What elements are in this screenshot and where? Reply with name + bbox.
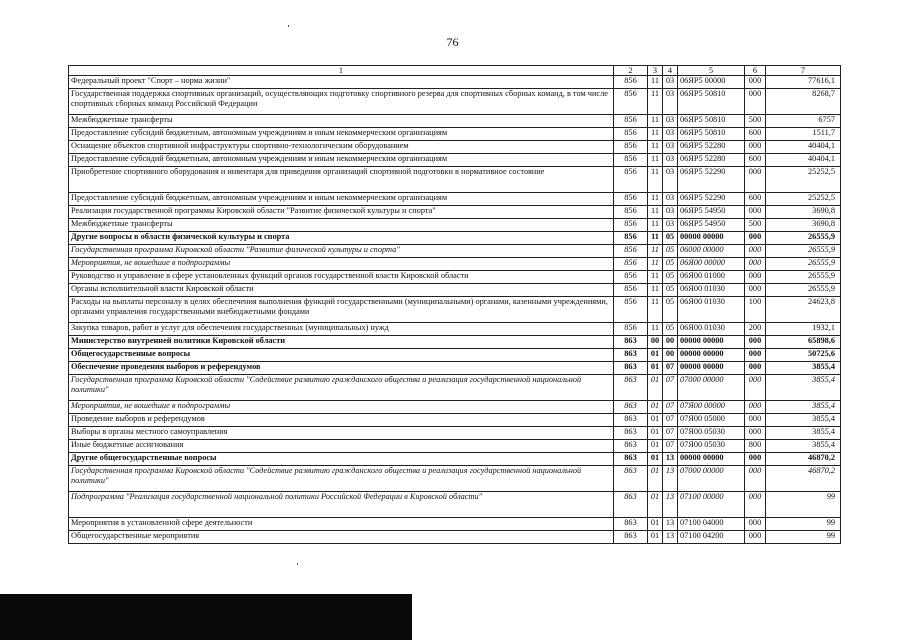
cell-ministry-code: 863 xyxy=(614,466,648,492)
cell-amount: 1932,1 xyxy=(766,323,841,336)
cell-amount: 26555,9 xyxy=(766,245,841,258)
cell-subsection-code: 07 xyxy=(663,414,678,427)
cell-section-code: 01 xyxy=(648,401,663,414)
cell-expense-type: 000 xyxy=(745,531,766,544)
cell-section-code: 11 xyxy=(648,219,663,232)
table-row xyxy=(69,232,841,245)
cell-section-code: 01 xyxy=(648,492,663,518)
cell-expense-type: 000 xyxy=(745,336,766,349)
table-row xyxy=(69,323,841,336)
table-row xyxy=(69,76,841,89)
table-row xyxy=(69,531,841,544)
column-header: 5 xyxy=(678,66,745,76)
cell-name: Выборы в органы местного самоуправления xyxy=(69,427,614,440)
cell-name: Государственная программа Кировской области "Содействие развитию гражданского общества и реализация государственной национальной политики" xyxy=(69,375,614,401)
cell-target-code: 07Я00 00000 xyxy=(678,401,745,414)
cell-expense-type: 600 xyxy=(745,128,766,141)
cell-subsection-code: 13 xyxy=(663,492,678,518)
cell-section-code: 11 xyxy=(648,232,663,245)
cell-section-code: 01 xyxy=(648,453,663,466)
cell-subsection-code: 03 xyxy=(663,206,678,219)
cell-amount: 3690,8 xyxy=(766,219,841,232)
cell-subsection-code: 07 xyxy=(663,362,678,375)
page-number: 76 xyxy=(446,35,459,49)
table-row xyxy=(69,193,841,206)
cell-target-code: 00000 00000 xyxy=(678,362,745,375)
table-row xyxy=(69,245,841,258)
table-row xyxy=(69,492,841,518)
cell-section-code: 11 xyxy=(648,115,663,128)
cell-target-code: 06Я00 01030 xyxy=(678,284,745,297)
table-row xyxy=(69,401,841,414)
cell-subsection-code: 03 xyxy=(663,115,678,128)
cell-name: Обеспечение проведения выборов и референдумов xyxy=(69,362,614,375)
cell-section-code: 01 xyxy=(648,362,663,375)
cell-amount: 24623,8 xyxy=(766,297,841,323)
cell-amount: 40404,1 xyxy=(766,154,841,167)
cell-amount: 77616,1 xyxy=(766,76,841,89)
cell-ministry-code: 863 xyxy=(614,518,648,531)
cell-subsection-code: 03 xyxy=(663,193,678,206)
cell-subsection-code: 05 xyxy=(663,297,678,323)
cell-subsection-code: 13 xyxy=(663,466,678,492)
table-row xyxy=(69,349,841,362)
cell-target-code: 06ЯР5 50810 xyxy=(678,128,745,141)
cell-section-code: 11 xyxy=(648,193,663,206)
cell-expense-type: 000 xyxy=(745,466,766,492)
cell-ministry-code: 856 xyxy=(614,245,648,258)
cell-name: Государственная программа Кировской области "Содействие развитию гражданского общества и реализация государственной национальной политики" xyxy=(69,466,614,492)
cell-expense-type: 000 xyxy=(745,518,766,531)
cell-target-code: 00000 00000 xyxy=(678,349,745,362)
cell-amount: 3855,4 xyxy=(766,414,841,427)
cell-amount: 1511,7 xyxy=(766,128,841,141)
table-row xyxy=(69,154,841,167)
cell-expense-type: 000 xyxy=(745,362,766,375)
cell-amount: 40404,1 xyxy=(766,141,841,154)
column-header: 7 xyxy=(766,66,841,76)
cell-amount: 26555,9 xyxy=(766,232,841,245)
table-row xyxy=(69,440,841,453)
cell-section-code: 11 xyxy=(648,206,663,219)
cell-subsection-code: 03 xyxy=(663,154,678,167)
cell-amount: 26555,9 xyxy=(766,284,841,297)
table-row xyxy=(69,115,841,128)
cell-expense-type: 000 xyxy=(745,167,766,193)
cell-amount: 99 xyxy=(766,531,841,544)
table-row xyxy=(69,453,841,466)
table-row xyxy=(69,466,841,492)
cell-name: Мероприятия в установленной сфере деятельности xyxy=(69,518,614,531)
cell-amount: 65898,6 xyxy=(766,336,841,349)
cell-section-code: 11 xyxy=(648,167,663,193)
cell-expense-type: 000 xyxy=(745,453,766,466)
cell-expense-type: 000 xyxy=(745,141,766,154)
cell-subsection-code: 03 xyxy=(663,219,678,232)
cell-section-code: 11 xyxy=(648,271,663,284)
cell-ministry-code: 863 xyxy=(614,440,648,453)
budget-table xyxy=(68,65,841,544)
cell-amount: 8268,7 xyxy=(766,89,841,115)
cell-name: Подпрограмма "Реализация государственной национальной политики Российской Федерации в Кировской области" xyxy=(69,492,614,518)
cell-ministry-code: 863 xyxy=(614,349,648,362)
cell-target-code: 06ЯР5 52280 xyxy=(678,141,745,154)
cell-target-code: 07100 04200 xyxy=(678,531,745,544)
cell-name: Предоставление субсидий бюджетным, автономным учреждениям и иным некоммерческим организациям xyxy=(69,154,614,167)
cell-amount: 3855,4 xyxy=(766,362,841,375)
cell-target-code: 06Я00 00000 xyxy=(678,258,745,271)
cell-target-code: 06Я00 01030 xyxy=(678,297,745,323)
cell-section-code: 11 xyxy=(648,141,663,154)
cell-target-code: 06ЯР5 52290 xyxy=(678,167,745,193)
cell-section-code: 11 xyxy=(648,76,663,89)
cell-name: Предоставление субсидий бюджетным, автономным учреждениям и иным некоммерческим организациям xyxy=(69,193,614,206)
cell-ministry-code: 856 xyxy=(614,193,648,206)
cell-target-code: 07000 00000 xyxy=(678,466,745,492)
cell-name: Расходы на выплаты персоналу в целях обеспечения выполнения функций государственными (муниципальными) органами, казенными учреждениями, органами управления государственными внебюджетными фондами xyxy=(69,297,614,323)
cell-ministry-code: 856 xyxy=(614,219,648,232)
table-row xyxy=(69,271,841,284)
cell-section-code: 00 xyxy=(648,336,663,349)
cell-ministry-code: 856 xyxy=(614,128,648,141)
cell-amount: 3855,4 xyxy=(766,427,841,440)
cell-subsection-code: 03 xyxy=(663,141,678,154)
cell-section-code: 01 xyxy=(648,440,663,453)
cell-ministry-code: 856 xyxy=(614,115,648,128)
cell-ministry-code: 863 xyxy=(614,453,648,466)
cell-ministry-code: 856 xyxy=(614,167,648,193)
cell-section-code: 01 xyxy=(648,414,663,427)
cell-ministry-code: 863 xyxy=(614,414,648,427)
cell-name: Общегосударственные мероприятия xyxy=(69,531,614,544)
cell-section-code: 01 xyxy=(648,427,663,440)
cell-target-code: 06ЯР5 50810 xyxy=(678,115,745,128)
table-row xyxy=(69,375,841,401)
cell-amount: 46870,2 xyxy=(766,453,841,466)
cell-amount: 99 xyxy=(766,518,841,531)
cell-name: Иные бюджетные ассигнования xyxy=(69,440,614,453)
cell-target-code: 06Я00 01000 xyxy=(678,271,745,284)
cell-expense-type: 000 xyxy=(745,271,766,284)
cell-expense-type: 100 xyxy=(745,297,766,323)
cell-expense-type: 000 xyxy=(745,245,766,258)
cell-section-code: 11 xyxy=(648,323,663,336)
cell-expense-type: 600 xyxy=(745,193,766,206)
cell-expense-type: 000 xyxy=(745,414,766,427)
table-row xyxy=(69,89,841,115)
cell-name: Другие вопросы в области физической культуры и спорта xyxy=(69,232,614,245)
cell-target-code: 06ЯР5 54950 xyxy=(678,206,745,219)
cell-ministry-code: 856 xyxy=(614,284,648,297)
cell-target-code: 06ЯР5 52280 xyxy=(678,154,745,167)
cell-expense-type: 800 xyxy=(745,440,766,453)
cell-subsection-code: 13 xyxy=(663,531,678,544)
cell-name: Закупка товаров, работ и услуг для обеспечения государственных (муниципальных) нужд xyxy=(69,323,614,336)
cell-name: Государственная программа Кировской области "Развитие физической культуры и спорта" xyxy=(69,245,614,258)
scan-speck xyxy=(297,563,298,565)
cell-expense-type: 000 xyxy=(745,258,766,271)
cell-section-code: 01 xyxy=(648,518,663,531)
column-header: 3 xyxy=(648,66,663,76)
cell-target-code: 07Я00 05030 xyxy=(678,427,745,440)
cell-expense-type: 500 xyxy=(745,219,766,232)
cell-expense-type: 000 xyxy=(745,427,766,440)
cell-target-code: 07Я00 05000 xyxy=(678,414,745,427)
cell-section-code: 11 xyxy=(648,128,663,141)
cell-expense-type: 000 xyxy=(745,89,766,115)
cell-subsection-code: 13 xyxy=(663,453,678,466)
cell-section-code: 11 xyxy=(648,284,663,297)
cell-amount: 99 xyxy=(766,492,841,518)
cell-name: Проведение выборов и референдумов xyxy=(69,414,614,427)
cell-name: Предоставление субсидий бюджетным, автономным учреждениям и иным некоммерческим организациям xyxy=(69,128,614,141)
cell-section-code: 01 xyxy=(648,349,663,362)
cell-name: Реализация государственной программы Кировской области "Развитие физической культуры и спорта" xyxy=(69,206,614,219)
cell-name: Другие общегосударственные вопросы xyxy=(69,453,614,466)
cell-expense-type: 000 xyxy=(745,349,766,362)
table-row xyxy=(69,141,841,154)
cell-expense-type: 500 xyxy=(745,115,766,128)
cell-target-code: 06ЯР5 00000 xyxy=(678,76,745,89)
cell-section-code: 11 xyxy=(648,154,663,167)
cell-section-code: 11 xyxy=(648,89,663,115)
column-header: 6 xyxy=(745,66,766,76)
scan-speck xyxy=(288,25,289,27)
cell-name: Мероприятия, не вошедшие в подпрограммы xyxy=(69,401,614,414)
cell-target-code: 00000 00000 xyxy=(678,232,745,245)
cell-subsection-code: 03 xyxy=(663,89,678,115)
cell-ministry-code: 863 xyxy=(614,375,648,401)
table-row xyxy=(69,336,841,349)
cell-name: Руководство и управление в сфере установленных функций органов государственной власти Кировской области xyxy=(69,271,614,284)
cell-ministry-code: 856 xyxy=(614,89,648,115)
cell-amount: 46870,2 xyxy=(766,466,841,492)
cell-expense-type: 200 xyxy=(745,323,766,336)
cell-name: Оснащение объектов спортивной инфраструктуры спортивно-технологическим оборудованием xyxy=(69,141,614,154)
table-row xyxy=(69,206,841,219)
cell-section-code: 11 xyxy=(648,245,663,258)
cell-target-code: 07000 00000 xyxy=(678,375,745,401)
cell-target-code: 06Я00 01030 xyxy=(678,323,745,336)
cell-ministry-code: 863 xyxy=(614,401,648,414)
cell-subsection-code: 03 xyxy=(663,167,678,193)
cell-amount: 26555,9 xyxy=(766,271,841,284)
cell-target-code: 06ЯР5 54950 xyxy=(678,219,745,232)
cell-target-code: 07100 04000 xyxy=(678,518,745,531)
cell-ministry-code: 856 xyxy=(614,271,648,284)
cell-ministry-code: 863 xyxy=(614,531,648,544)
cell-section-code: 01 xyxy=(648,466,663,492)
cell-expense-type: 000 xyxy=(745,76,766,89)
table-row xyxy=(69,219,841,232)
cell-ministry-code: 856 xyxy=(614,297,648,323)
cell-amount: 3855,4 xyxy=(766,440,841,453)
cell-subsection-code: 05 xyxy=(663,245,678,258)
cell-expense-type: 000 xyxy=(745,401,766,414)
cell-ministry-code: 856 xyxy=(614,206,648,219)
cell-subsection-code: 00 xyxy=(663,336,678,349)
cell-amount: 6757 xyxy=(766,115,841,128)
cell-name: Мероприятия, не вошедшие в подпрограммы xyxy=(69,258,614,271)
cell-section-code: 01 xyxy=(648,375,663,401)
table-row xyxy=(69,427,841,440)
cell-amount: 3855,4 xyxy=(766,401,841,414)
cell-ministry-code: 863 xyxy=(614,362,648,375)
cell-section-code: 11 xyxy=(648,297,663,323)
cell-amount: 3855,4 xyxy=(766,375,841,401)
cell-target-code: 06ЯР5 50810 xyxy=(678,89,745,115)
table-row xyxy=(69,518,841,531)
cell-target-code: 06ЯР5 52290 xyxy=(678,193,745,206)
cell-subsection-code: 03 xyxy=(663,128,678,141)
cell-ministry-code: 856 xyxy=(614,76,648,89)
cell-target-code: 06000 00000 xyxy=(678,245,745,258)
table-row xyxy=(69,128,841,141)
cell-subsection-code: 05 xyxy=(663,271,678,284)
cell-target-code: 07Я00 05030 xyxy=(678,440,745,453)
cell-amount: 25252,5 xyxy=(766,167,841,193)
table-row xyxy=(69,297,841,323)
cell-ministry-code: 856 xyxy=(614,232,648,245)
cell-section-code: 01 xyxy=(648,531,663,544)
cell-subsection-code: 07 xyxy=(663,427,678,440)
cell-ministry-code: 856 xyxy=(614,323,648,336)
cell-section-code: 11 xyxy=(648,258,663,271)
table-row xyxy=(69,284,841,297)
cell-name: Межбюджетные трансферты xyxy=(69,115,614,128)
cell-ministry-code: 856 xyxy=(614,154,648,167)
table-header-row xyxy=(69,66,841,76)
cell-name: Органы исполнительной власти Кировской области xyxy=(69,284,614,297)
cell-subsection-code: 05 xyxy=(663,232,678,245)
cell-target-code: 00000 00000 xyxy=(678,336,745,349)
cell-target-code: 00000 00000 xyxy=(678,453,745,466)
cell-subsection-code: 05 xyxy=(663,323,678,336)
cell-name: Министерство внутренней политики Кировской области xyxy=(69,336,614,349)
cell-ministry-code: 856 xyxy=(614,141,648,154)
cell-expense-type: 000 xyxy=(745,232,766,245)
cell-subsection-code: 07 xyxy=(663,401,678,414)
cell-subsection-code: 07 xyxy=(663,440,678,453)
cell-ministry-code: 863 xyxy=(614,336,648,349)
column-header: 2 xyxy=(614,66,648,76)
cell-ministry-code: 863 xyxy=(614,492,648,518)
cell-expense-type: 000 xyxy=(745,206,766,219)
redaction-bar xyxy=(0,594,412,640)
cell-subsection-code: 13 xyxy=(663,518,678,531)
cell-subsection-code: 05 xyxy=(663,284,678,297)
cell-name: Государственная поддержка спортивных организаций, осуществляющих подготовку спортивного резерва для спортивных сборных команд, в том числе спортивных сборных команд Российской Федерации xyxy=(69,89,614,115)
cell-name: Приобретение спортивного оборудования и инвентаря для приведения организаций спортивной подготовки в нормативное состояние xyxy=(69,167,614,193)
cell-amount: 25252,5 xyxy=(766,193,841,206)
cell-ministry-code: 863 xyxy=(614,427,648,440)
cell-name: Федеральный проект "Спорт – норма жизни" xyxy=(69,76,614,89)
cell-amount: 3690,8 xyxy=(766,206,841,219)
table-row xyxy=(69,258,841,271)
column-header: 1 xyxy=(69,66,614,76)
cell-name: Межбюджетные трансферты xyxy=(69,219,614,232)
table-row xyxy=(69,414,841,427)
cell-ministry-code: 856 xyxy=(614,258,648,271)
cell-name: Общегосударственные вопросы xyxy=(69,349,614,362)
cell-amount: 26555,9 xyxy=(766,258,841,271)
cell-expense-type: 600 xyxy=(745,154,766,167)
cell-subsection-code: 05 xyxy=(663,258,678,271)
table-row xyxy=(69,167,841,193)
cell-subsection-code: 00 xyxy=(663,349,678,362)
cell-subsection-code: 07 xyxy=(663,375,678,401)
cell-amount: 50725,6 xyxy=(766,349,841,362)
cell-target-code: 07100 00000 xyxy=(678,492,745,518)
cell-expense-type: 000 xyxy=(745,284,766,297)
column-header: 4 xyxy=(663,66,678,76)
cell-expense-type: 000 xyxy=(745,375,766,401)
cell-expense-type: 000 xyxy=(745,492,766,518)
cell-subsection-code: 03 xyxy=(663,76,678,89)
table-row xyxy=(69,362,841,375)
